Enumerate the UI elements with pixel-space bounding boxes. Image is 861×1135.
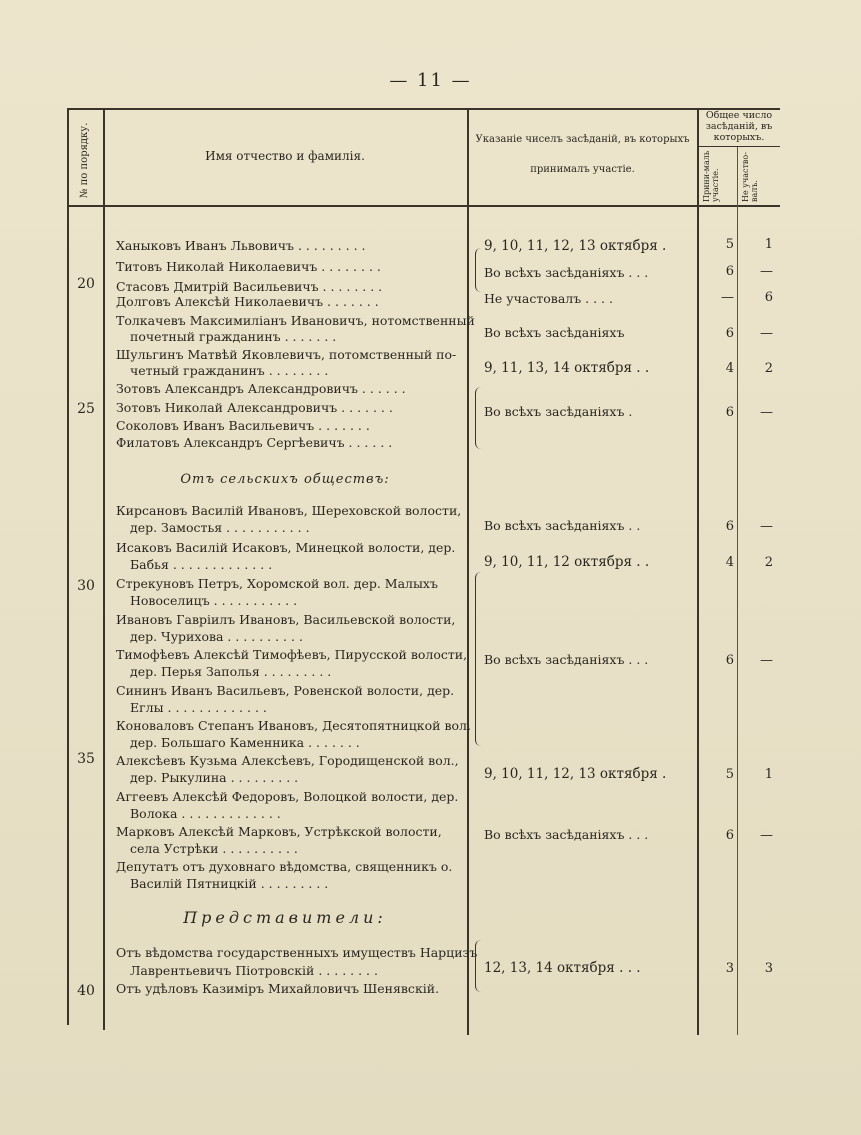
name-line: Стрекуновъ Петръ, Хоромской вол. дер. Малыхъ	[116, 576, 438, 591]
name-line: Отъ удѣловъ Казиміръ Михайловичъ Шенявскій.	[116, 981, 440, 996]
name-line: Лаврентьевичъ Піотровскій . . . . . . . .	[130, 963, 378, 978]
took-count: 3	[725, 961, 734, 976]
name-line: Зотовъ Александръ Александровичъ . . . . . .	[116, 381, 406, 396]
name-line: Волока . . . . . . . . . . . . .	[130, 806, 281, 821]
header-col-name: Имя отчество и фамилія.	[205, 149, 365, 163]
took-count: 4	[725, 361, 734, 376]
name-line: Новоселицъ . . . . . . . . . . .	[130, 593, 298, 608]
not-took-count: 6	[764, 290, 773, 305]
not-took-count: —	[760, 519, 773, 534]
not-took-count: 1	[764, 767, 773, 782]
attendance-entry: 9, 10, 11, 12, 13 октября .	[484, 238, 667, 254]
attendance-entry: 12, 13, 14 октября . . .	[484, 960, 641, 976]
took-count: 6	[725, 653, 734, 668]
name-line: дер. Чурихова . . . . . . . . . .	[130, 629, 303, 644]
row-number: 35	[77, 751, 95, 767]
not-took-count: —	[760, 653, 773, 668]
header-col-att-1: Указаніе чиселъ засѣданій, въ которыхъ	[475, 134, 690, 145]
name-line: Ханыковъ Иванъ Львовичъ . . . . . . . . .	[116, 238, 366, 253]
not-took-count: —	[760, 326, 773, 341]
col-divider-num	[103, 110, 105, 1030]
attendance-entry: Во всѣхъ засѣданіяхъ .	[484, 404, 633, 419]
took-count: 6	[725, 326, 734, 341]
header-col-total-2: засѣданій, въ	[705, 121, 773, 132]
col-divider-name	[467, 110, 469, 1035]
name-line: дер. Замостья . . . . . . . . . . .	[130, 520, 310, 535]
col-divider-att	[697, 110, 699, 1035]
row-number: 40	[77, 983, 95, 999]
took-count: 6	[725, 828, 734, 843]
name-line: Долговъ Алексѣй Николаевичъ . . . . . . .	[116, 294, 379, 309]
col-divider-left	[67, 110, 69, 1025]
brace	[475, 387, 482, 449]
name-line: Филатовъ Александръ Сергѣевичъ . . . . . .	[116, 435, 393, 450]
name-line: Сининъ Иванъ Васильевъ, Ровенской волости, дер.	[116, 683, 455, 698]
attendance-entry: 9, 10, 11, 12, 13 октября .	[484, 766, 667, 782]
name-line: четный гражданинъ . . . . . . . .	[130, 363, 329, 378]
not-took-count: 2	[764, 555, 773, 570]
brace	[475, 248, 482, 292]
took-count: —	[721, 290, 734, 305]
header-col-not: Не участво-валъ.	[741, 152, 759, 202]
not-took-count: 1	[764, 237, 773, 252]
took-count: 5	[725, 237, 734, 252]
header-col-no: № по порядку.	[79, 122, 90, 198]
header-col-att-2: принималъ участіе.	[530, 164, 635, 175]
brace	[475, 940, 482, 992]
name-line: Ивановъ Гавріилъ Ивановъ, Васильевской волости,	[116, 612, 456, 627]
row-number: 30	[77, 578, 95, 594]
page-number: — 11 —	[389, 70, 472, 91]
brace	[475, 572, 482, 746]
col-divider-totals	[737, 147, 738, 1035]
table-top-rule	[67, 108, 780, 110]
not-took-count: 3	[764, 961, 773, 976]
not-took-count: 2	[764, 361, 773, 376]
not-took-count: —	[760, 264, 773, 279]
name-line: Толкачевъ Максимиліанъ Ивановичъ, нотомственный	[116, 313, 475, 328]
attendance-entry: Во всѣхъ засѣданіяхъ . . .	[484, 265, 649, 280]
name-line: дер. Большаго Каменника . . . . . . .	[130, 735, 360, 750]
attendance-entry: Во всѣхъ засѣданіяхъ	[484, 325, 625, 340]
section-heading-reps: Представители:	[183, 908, 387, 927]
name-line: Стасовъ Дмитрій Васильевичъ . . . . . . . .	[116, 279, 383, 294]
name-line: села Устрѣки . . . . . . . . . .	[130, 841, 298, 856]
header-col-total-1: Общее число	[705, 110, 773, 121]
name-line: Алексѣевъ Кузьма Алексѣевъ, Городищенской вол.,	[116, 753, 459, 768]
took-count: 6	[725, 264, 734, 279]
attendance-entry: 9, 11, 13, 14 октября . .	[484, 360, 650, 376]
name-line: почетный гражданинъ . . . . . . .	[130, 329, 337, 344]
attendance-entry: Не участовалъ . . . .	[484, 291, 613, 306]
name-line: Аггеевъ Алексѣй Федоровъ, Волоцкой волости, дер.	[116, 789, 459, 804]
took-count: 5	[725, 767, 734, 782]
header-col-took: Прини-маль участіе.	[702, 150, 720, 202]
name-line: дер. Перья Заполья . . . . . . . . .	[130, 664, 332, 679]
name-line: Зотовъ Николай Александровичъ . . . . . . .	[116, 400, 393, 415]
attendance-entry: 9, 10, 11, 12 октября . .	[484, 554, 650, 570]
attendance-entry: Во всѣхъ засѣданіяхъ . .	[484, 518, 641, 533]
attendance-entry: Во всѣхъ засѣданіяхъ . . .	[484, 652, 649, 667]
row-number: 20	[77, 276, 95, 292]
not-took-count: —	[760, 828, 773, 843]
header-col-total-3: которыхъ.	[713, 132, 765, 143]
section-heading-rural: Отъ сельскихъ обществъ:	[180, 472, 390, 487]
name-line: Депутатъ отъ духовнаго вѣдомства, священникъ о.	[116, 859, 453, 874]
name-line: Отъ вѣдомства государственныхъ имуществъ Нарцизъ	[116, 945, 478, 960]
name-line: Василій Пятницкій . . . . . . . . .	[130, 876, 329, 891]
table-header-rule	[67, 205, 780, 207]
name-line: Титовъ Николай Николаевичъ . . . . . . . .	[116, 259, 381, 274]
took-count: 4	[725, 555, 734, 570]
row-number: 25	[77, 401, 95, 417]
name-line: Исаковъ Василій Исаковъ, Минецкой волости, дер.	[116, 540, 456, 555]
name-line: Соколовъ Иванъ Васильевичъ . . . . . . .	[116, 418, 370, 433]
name-line: Шульгинъ Матвѣй Яковлевичъ, потомственный по-	[116, 347, 457, 362]
name-line: Марковъ Алексѣй Марковъ, Устрѣкской волости,	[116, 824, 442, 839]
took-count: 6	[725, 405, 734, 420]
name-line: Еглы . . . . . . . . . . . . .	[130, 700, 267, 715]
name-line: Тимофѣевъ Алексѣй Тимофѣевъ, Пирусской волости,	[116, 647, 468, 662]
not-took-count: —	[760, 405, 773, 420]
name-line: Кирсановъ Василій Ивановъ, Шереховской волости,	[116, 503, 462, 518]
attendance-entry: Во всѣхъ засѣданіяхъ . . .	[484, 827, 649, 842]
name-line: дер. Рыкулина . . . . . . . . .	[130, 770, 299, 785]
name-line: Бабья . . . . . . . . . . . . .	[130, 557, 273, 572]
name-line: Коноваловъ Степанъ Ивановъ, Десятопятницкой вол.	[116, 718, 471, 733]
took-count: 6	[725, 519, 734, 534]
